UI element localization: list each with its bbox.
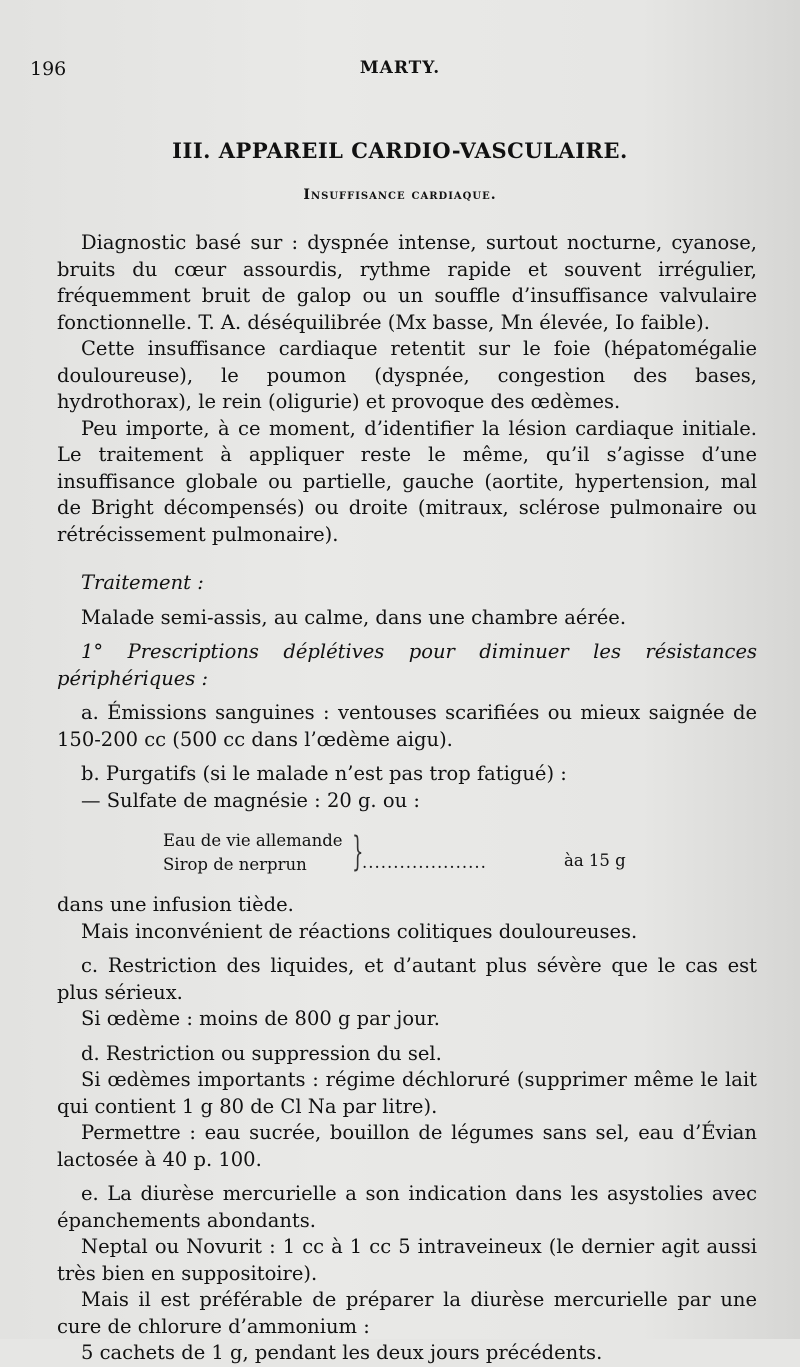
running-head [30,58,770,88]
edema-liquid-line: Si œdème : moins de 800 g par jour. [81,1007,440,1030]
infusion-line: dans une infusion tiède. [57,893,294,916]
depletive-heading: 1° Prescriptions déplétives pour diminuer les résistances périphériques : [57,640,757,690]
salt-regime-paragraph: Si œdèmes importants : régime déchloruré (supprimer même le lait qui contient 1 g 80 de Cl Na par litre). [57,1068,757,1118]
subsection-title: Insuffisance cardiaque. [303,187,497,203]
treatment-heading: Traitement : [81,571,204,594]
colitic-warning: Mais inconvénient de réactions colitiques douloureuses. [81,919,638,943]
neptal-paragraph: Neptal ou Novurit : 1 cc à 1 cc 5 intraveineux (le dernier agit aussi très bien en suppositoire). [57,1235,757,1285]
item-b: b. Purgatifs (si le malade n’est pas trop fatigué) : [81,762,567,785]
prescription-formula [57,828,757,882]
ammonium-paragraph: Mais il est préférable de préparer la diurèse mercurielle par une cure de chlorure d’ammonium : [57,1288,757,1338]
formula-ingredient-1: Eau de vie allemande [163,831,343,850]
allowed-drinks-paragraph: Permettre : eau sucrée, bouillon de légumes sans sel, eau d’Évian lactosée à 40 p. 100. [57,1121,757,1171]
item-c: c. Restriction des liquides, et d’autant plus sévère que le cas est plus sérieux. [57,954,757,1004]
magnesia-line: — Sulfate de magnésie : 20 g. ou : [81,788,420,812]
formula-dose: àa 15 g [564,851,626,870]
item-e: e. La diurèse mercurielle a son indication dans les asystolies avec épanchements abondants. [57,1182,757,1232]
treatment-position: Malade semi-assis, au calme, dans une chambre aérée. [81,605,627,629]
item-a: a. Émissions sanguines : ventouses scarifiées ou mieux saignée de 150-200 cc (500 cc dans l’œdème aigu). [57,701,757,751]
lesion-paragraph: Peu importe, à ce moment, d’identifier la lésion cardiaque initiale. Le traitement à appliquer reste le même, qu’il s’agisse d’une insuffisance globale ou partielle, gauche (aortite, hypertension, mal de Bright décompensés) ou droite (mitraux, sclérose pulmonaire ou rétrécissement pulmonaire). [57,416,757,546]
diagnostic-paragraph: Diagnostic basé sur : dyspnée intense, surtout nocturne, cyanose, bruits du cœur assourdis, rythme rapide et souvent irrégulier, fréquemment bruit de galop ou un souffle d’insuffisance valvulaire fonctionnelle. T. A. déséquilibrée (Mx basse, Mn élevée, Io faible). [57,231,757,334]
formula-brace: } [352,829,364,875]
formula-leader: .................... [362,853,487,872]
item-d: d. Restriction ou suppression du sel. [81,1041,442,1065]
page-number: 196 [30,58,67,80]
formula-ingredient-2: Sirop de nerprun [163,855,307,874]
cachets-line: 5 cachets de 1 g, pendant les deux jours précédents. [81,1341,603,1364]
repercussions-paragraph: Cette insuffisance cardiaque retentit sur le foie (hépatomégalie douloureuse), le poumon (dyspnée, congestion des bases, hydrothorax), le rein (oligurie) et provoque des œdèmes. [57,337,757,413]
section-title: III. APPAREIL CARDIO-VASCULAIRE. [172,138,628,163]
page-body [57,230,757,1367]
running-title: MARTY. [359,58,441,78]
